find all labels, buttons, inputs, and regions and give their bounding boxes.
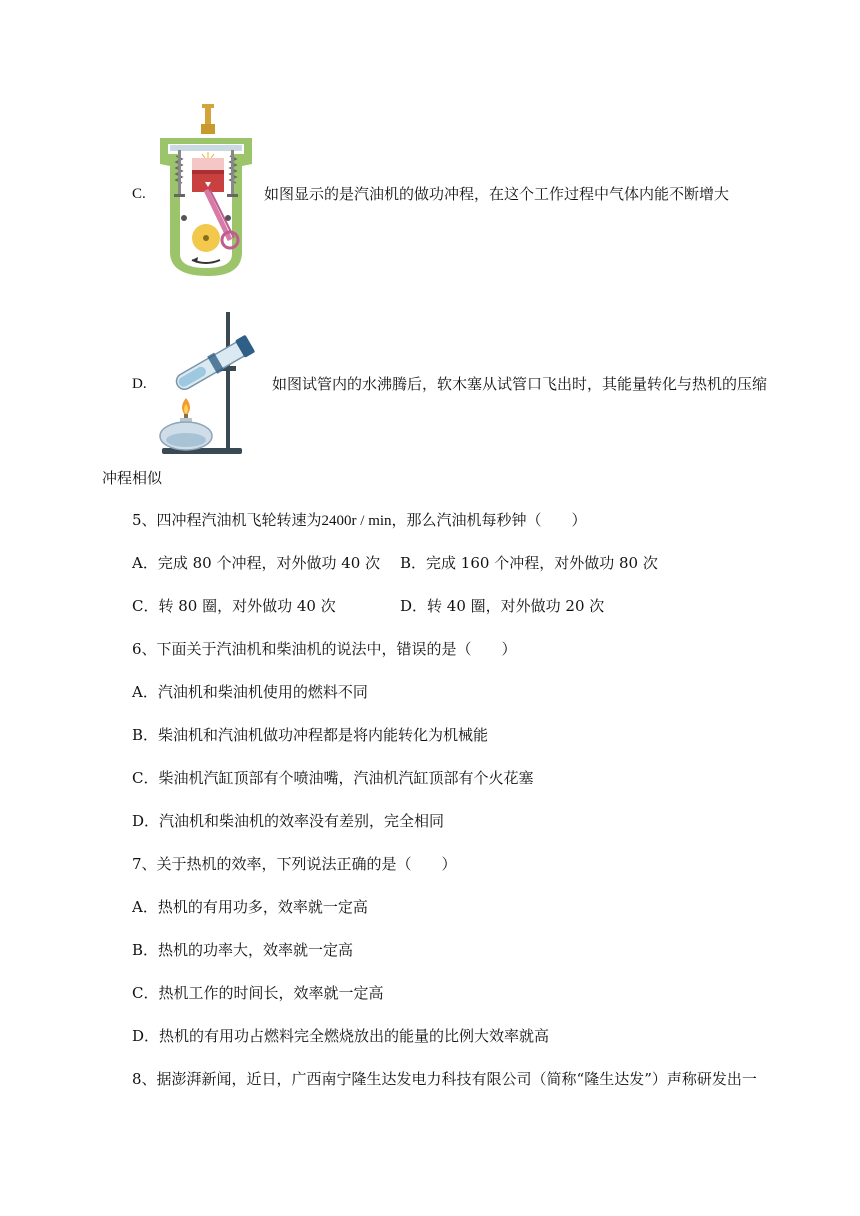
option-d-text: 如图试管内的水沸腾后，软木塞从试管口飞出时，其能量转化与热机的压缩 xyxy=(272,375,768,393)
option-d-label: D. xyxy=(132,376,147,392)
gasoline-engine-icon xyxy=(156,104,256,280)
option-d-text-continued: 冲程相似 xyxy=(102,469,163,487)
q6-option-b: B．柴油机和汽油机做功冲程都是将内能转化为机械能 xyxy=(132,726,489,744)
q6-option-c: C．柴油机汽缸顶部有个喷油嘴，汽油机汽缸顶部有个火花塞 xyxy=(132,769,534,787)
question-5-stem xyxy=(132,510,587,531)
q5-stem-prefix: 5、四冲程汽油机飞轮转速为 xyxy=(132,511,322,529)
q5-option-a: A．完成 80 个冲程，对外做功 40 次 xyxy=(132,554,381,572)
q6-option-a: A．汽油机和柴油机使用的燃料不同 xyxy=(132,683,368,701)
q5-option-d: D．转 40 圈，对外做功 20 次 xyxy=(400,597,605,615)
q6-option-d: D．汽油机和柴油机的效率没有差别，完全相同 xyxy=(132,812,445,830)
question-7-stem: 7、关于热机的效率，下列说法正确的是（ ） xyxy=(132,855,457,873)
q5-option-c: C．转 80 圈，对外做功 40 次 xyxy=(132,597,336,615)
question-8-stem: 8、据澎湃新闻，近日，广西南宁隆生达发电力科技有限公司（简称“隆生达发”）声称研发出一 xyxy=(132,1070,757,1088)
q7-option-d: D．热机的有用功占燃料完全燃烧放出的能量的比例大效率就高 xyxy=(132,1027,550,1045)
question-6-stem: 6、下面关于汽油机和柴油机的说法中，错误的是（ ） xyxy=(132,640,517,658)
q7-option-c: C．热机工作的时间长，效率就一定高 xyxy=(132,984,384,1002)
q7-option-a: A．热机的有用功多，效率就一定高 xyxy=(132,898,368,916)
q5-stem-math: 2400r / min xyxy=(321,513,392,529)
q5-stem-suffix: ，那么汽油机每秒钟（ ） xyxy=(391,511,587,529)
option-c-text: 如图显示的是汽油机的做功冲程，在这个工作过程中气体内能不断增大 xyxy=(264,185,730,203)
q5-option-b: B．完成 160 个冲程，对外做功 80 次 xyxy=(400,554,658,572)
test-tube-lamp-icon xyxy=(156,308,256,460)
option-c-label: C. xyxy=(132,186,146,202)
q7-option-b: B．热机的功率大，效率就一定高 xyxy=(132,941,354,959)
